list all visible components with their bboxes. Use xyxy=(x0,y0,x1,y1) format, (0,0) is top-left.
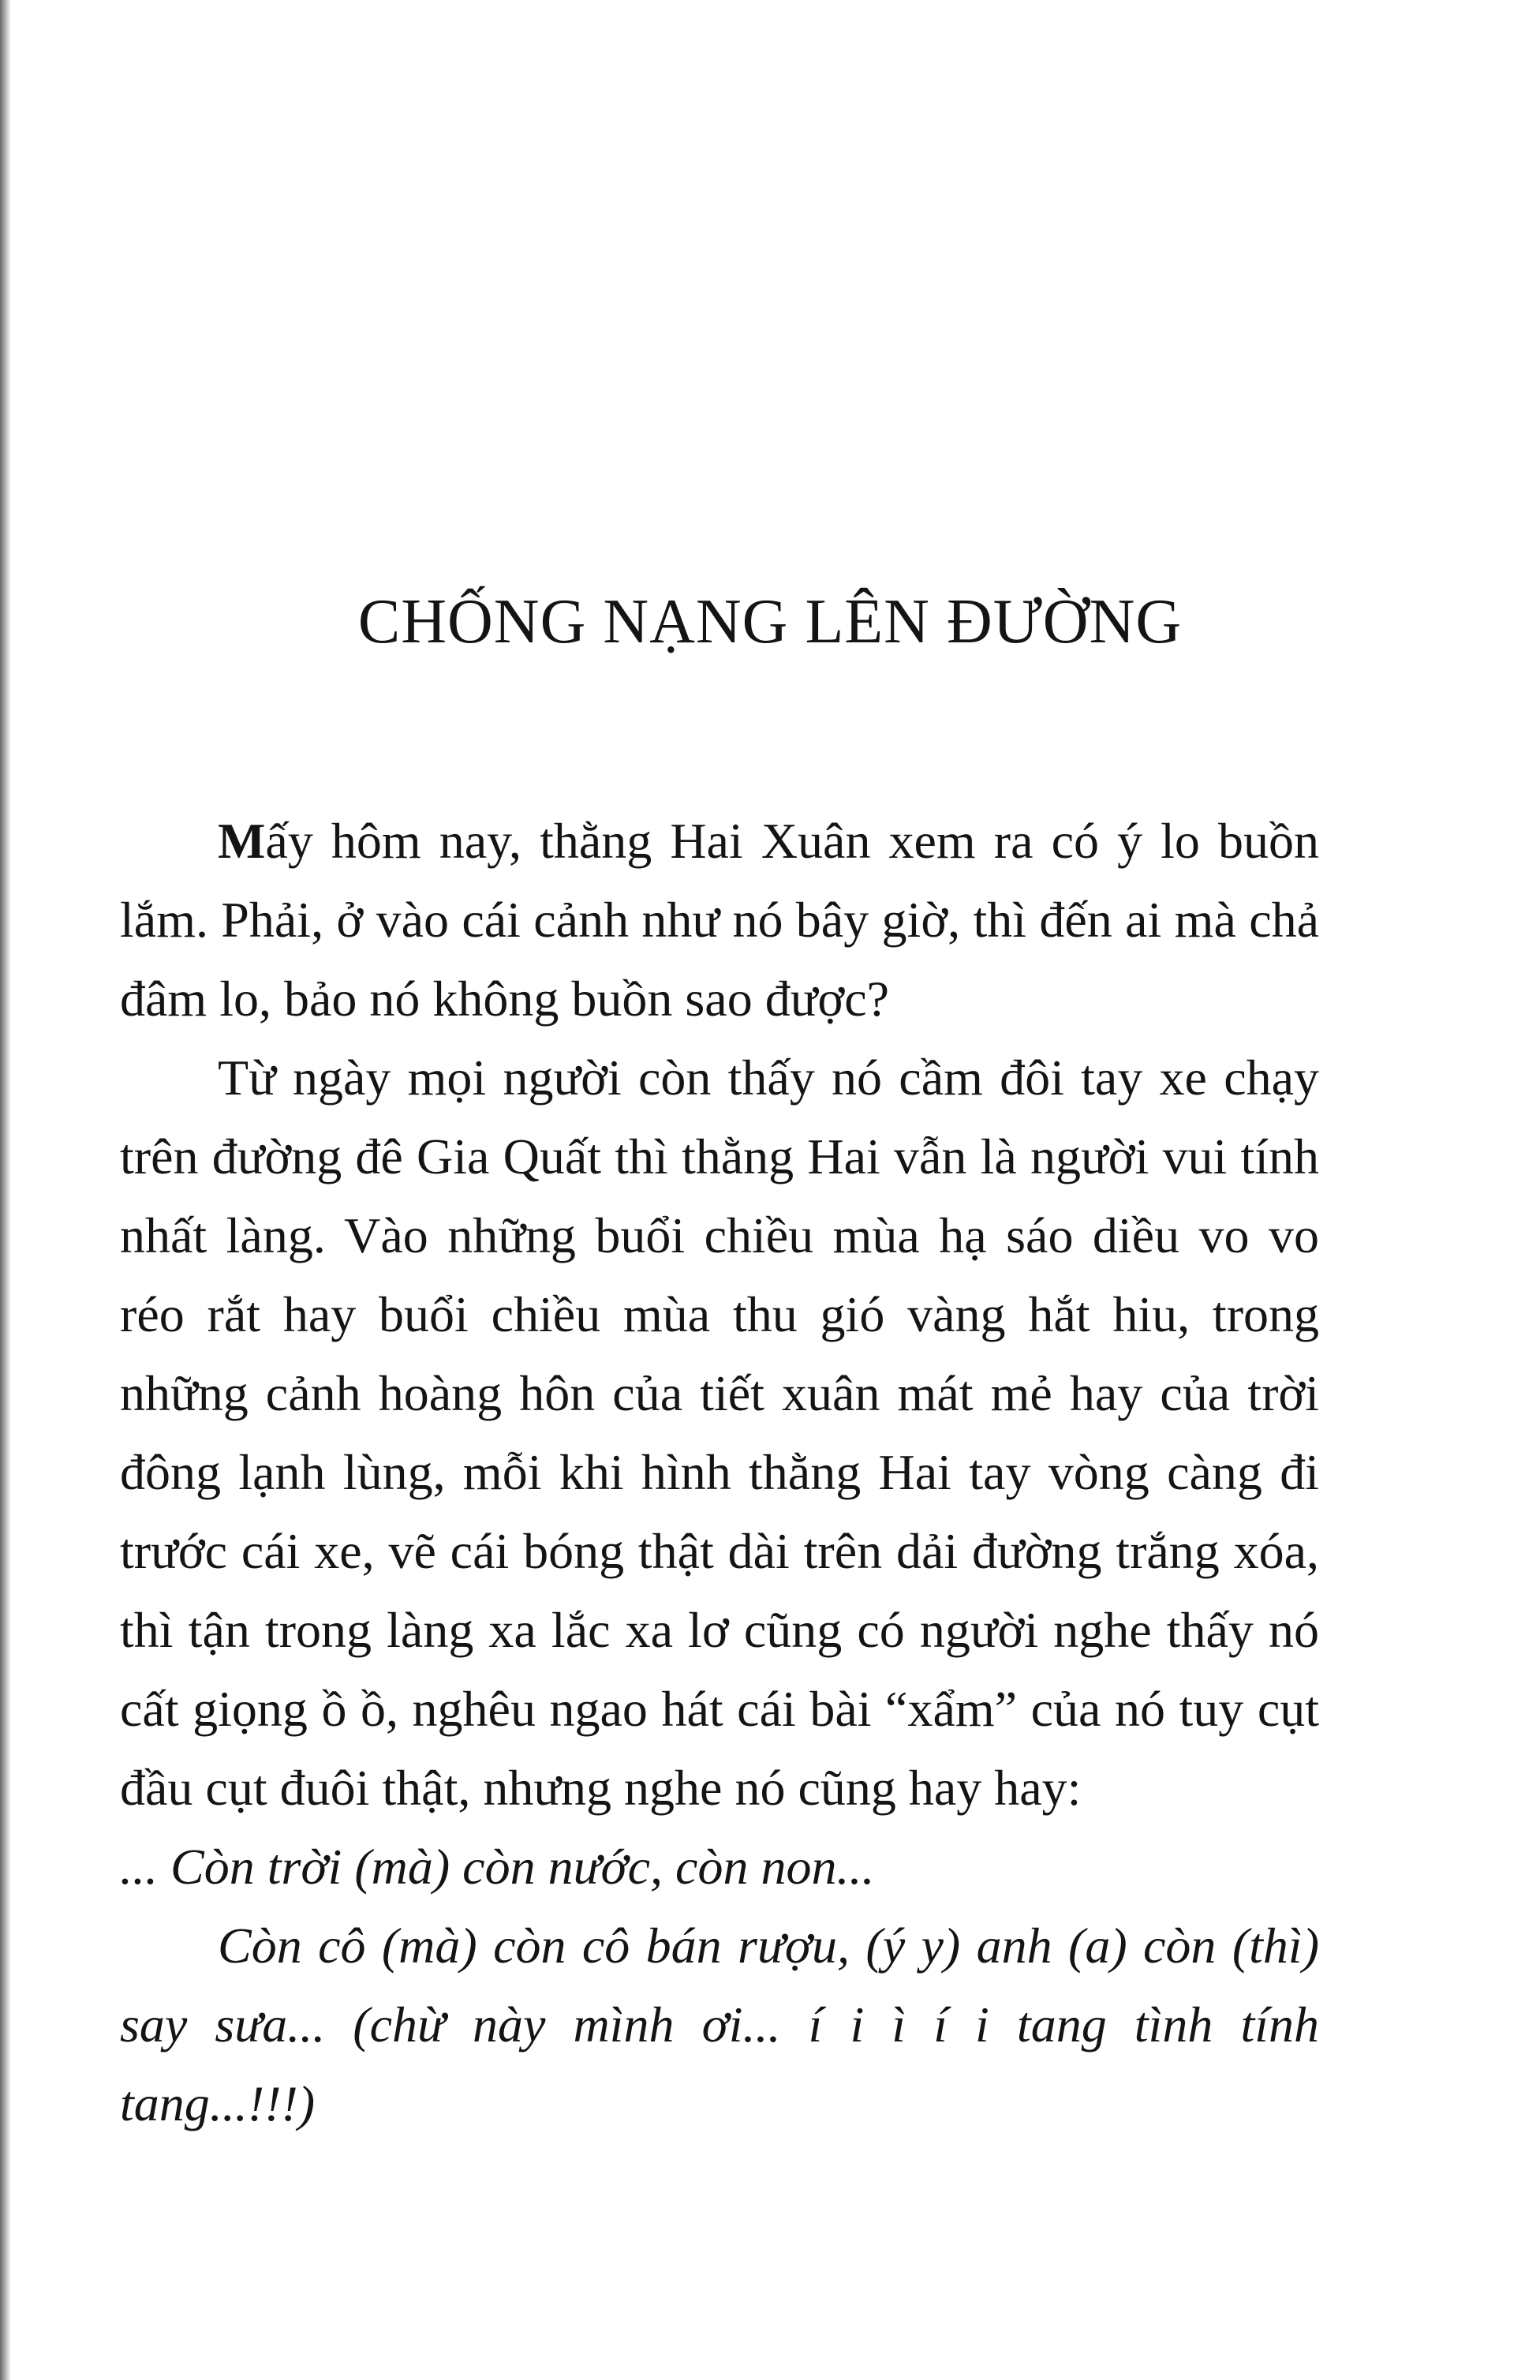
page-edge-shadow xyxy=(0,0,11,2380)
verse-line-1: ... Còn trời (mà) còn nước, còn non... xyxy=(120,1839,875,1895)
paragraph-1 xyxy=(120,802,1319,1038)
chapter-title: CHỐNG NẠNG LÊN ĐƯỜNG xyxy=(357,587,1183,657)
drop-initial: M xyxy=(218,813,266,869)
verse-line-2: Còn cô (mà) còn cô bán rượu, (ý y) anh (a) còn (thì) say sưa... (chừ này mình ơi... í i ì í i tang tình tính tang...!!!) xyxy=(120,1918,1319,2131)
paragraph-2: Từ ngày mọi người còn thấy nó cầm đôi tay xe chạy trên đường đê Gia Quất thì thằng Hai vẫn là người vui tính nhất làng. Vào những buổi chiều mùa hạ sáo diều vo vo réo rắt hay buổi chiều mùa thu gió vàng hắt hiu, trong những cảnh hoàng hôn của tiết xuân mát mẻ hay của trời đông lạnh lùng, mỗi khi hình thằng Hai tay vòng càng đi trước cái xe, vẽ cái bóng thật dài trên dải đường trắng xóa, thì tận trong làng xa lắc xa lơ cũng có người nghe thấy nó cất giọng ồ ồ, nghêu ngao hát cái bài “xẩm” của nó tuy cụt đầu cụt đuôi thật, nhưng nghe nó cũng hay hay: xyxy=(120,1050,1319,1816)
body-text xyxy=(120,802,1319,2143)
paragraph-1-text: ấy hôm nay, thằng Hai Xuân xem ra có ý lo buồn lắm. Phải, ở vào cái cảnh như nó bây giờ, thì đến ai mà chả đâm lo, bảo nó không buồn sao được? xyxy=(120,813,1319,1027)
